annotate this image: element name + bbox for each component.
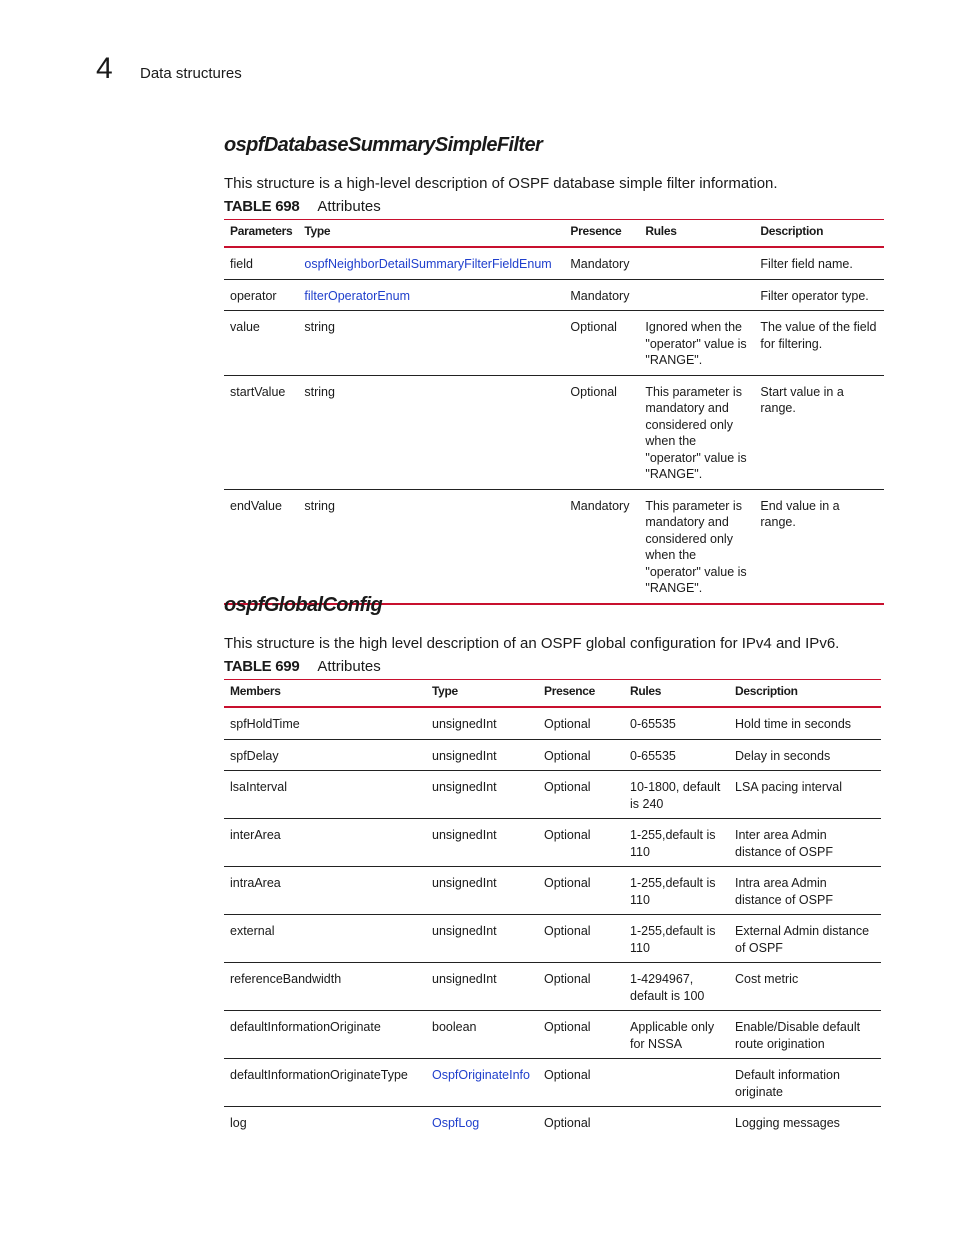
- section-title: ospfDatabaseSummarySimpleFilter: [224, 134, 543, 156]
- table-row: [224, 375, 884, 489]
- type-cell: unsignedInt: [426, 707, 538, 739]
- type-link[interactable]: OspfOriginateInfo: [432, 1068, 530, 1082]
- column-header: Type: [298, 220, 564, 248]
- presence-cell: Optional: [538, 963, 624, 1011]
- type-cell: [298, 247, 564, 279]
- param-cell: intraArea: [224, 867, 426, 915]
- presence-cell: Optional: [538, 819, 624, 867]
- presence-cell: Optional: [538, 867, 624, 915]
- presence-cell: Mandatory: [564, 489, 639, 604]
- rules-cell: [639, 279, 754, 311]
- column-header: Presence: [538, 680, 624, 708]
- type-cell: string: [298, 375, 564, 489]
- table-caption: [224, 198, 884, 215]
- type-cell: string: [298, 489, 564, 604]
- param-cell: defaultInformationOriginate: [224, 1011, 426, 1059]
- description-cell: Inter area Admin distance of OSPF: [729, 819, 881, 867]
- param-cell: referenceBandwidth: [224, 963, 426, 1011]
- rules-cell: [639, 247, 754, 279]
- type-cell: unsignedInt: [426, 739, 538, 771]
- rules-cell: Applicable only for NSSA: [624, 1011, 729, 1059]
- description-cell: The value of the field for filtering.: [754, 311, 884, 376]
- param-cell: field: [224, 247, 298, 279]
- attributes-table-698: [224, 219, 884, 605]
- section-ospf-database-summary-simple-filter: [224, 134, 884, 605]
- description-cell: External Admin distance of OSPF: [729, 915, 881, 963]
- presence-cell: Optional: [538, 771, 624, 819]
- description-cell: Delay in seconds: [729, 739, 881, 771]
- description-cell: Hold time in seconds: [729, 707, 881, 739]
- rules-cell: 1-255,default is 110: [624, 915, 729, 963]
- description-cell: Default information originate: [729, 1059, 881, 1107]
- attributes-table-699: [224, 679, 881, 1138]
- chapter-number: 4: [96, 52, 113, 85]
- table-header-row: [224, 680, 881, 708]
- table-row: [224, 311, 884, 376]
- rules-cell: 10-1800, default is 240: [624, 771, 729, 819]
- table-header-row: [224, 220, 884, 248]
- presence-cell: Optional: [564, 311, 639, 376]
- rules-cell: This parameter is mandatory and considered only when the "operator" value is "RANGE".: [639, 375, 754, 489]
- type-cell: [426, 1107, 538, 1138]
- rules-cell: 0-65535: [624, 739, 729, 771]
- rules-cell: 0-65535: [624, 707, 729, 739]
- presence-cell: Mandatory: [564, 247, 639, 279]
- table-row: [224, 739, 881, 771]
- type-cell: unsignedInt: [426, 819, 538, 867]
- section-title: ospfGlobalConfig: [224, 594, 383, 616]
- table-row: [224, 707, 881, 739]
- param-cell: spfHoldTime: [224, 707, 426, 739]
- table-row: [224, 867, 881, 915]
- rules-cell: [624, 1107, 729, 1138]
- column-header: Rules: [639, 220, 754, 248]
- table-row: [224, 279, 884, 311]
- column-header: Rules: [624, 680, 729, 708]
- column-header: Parameters: [224, 220, 298, 248]
- rules-cell: This parameter is mandatory and considered only when the "operator" value is "RANGE".: [639, 489, 754, 604]
- column-header: Members: [224, 680, 426, 708]
- table-row: [224, 1107, 881, 1138]
- type-cell: boolean: [426, 1011, 538, 1059]
- type-cell: unsignedInt: [426, 915, 538, 963]
- table-row: [224, 819, 881, 867]
- column-header: Type: [426, 680, 538, 708]
- type-cell: unsignedInt: [426, 963, 538, 1011]
- section-description: This structure is a high-level description of OSPF database simple filter information.: [224, 175, 778, 192]
- description-cell: Start value in a range.: [754, 375, 884, 489]
- rules-cell: Ignored when the "operator" value is "RANGE".: [639, 311, 754, 376]
- table-row: [224, 489, 884, 604]
- param-cell: operator: [224, 279, 298, 311]
- presence-cell: Optional: [538, 1011, 624, 1059]
- table-row: [224, 963, 881, 1011]
- type-cell: [426, 1059, 538, 1107]
- column-header: Presence: [564, 220, 639, 248]
- table-row: [224, 247, 884, 279]
- type-link[interactable]: filterOperatorEnum: [304, 288, 410, 303]
- table-row: [224, 1059, 881, 1107]
- rules-cell: 1-4294967, default is 100: [624, 963, 729, 1011]
- type-cell: [298, 279, 564, 311]
- table-row: [224, 1011, 881, 1059]
- presence-cell: Optional: [538, 707, 624, 739]
- description-cell: Enable/Disable default route origination: [729, 1011, 881, 1059]
- table-label: TABLE 699: [224, 658, 300, 675]
- description-cell: Intra area Admin distance of OSPF: [729, 867, 881, 915]
- param-cell: interArea: [224, 819, 426, 867]
- table-row: [224, 771, 881, 819]
- description-cell: Cost metric: [729, 963, 881, 1011]
- column-header: Description: [729, 680, 881, 708]
- presence-cell: Optional: [544, 1116, 591, 1130]
- presence-cell: Mandatory: [564, 279, 639, 311]
- table-label: TABLE 698: [224, 198, 300, 215]
- column-header: Description: [754, 220, 884, 248]
- param-cell: value: [224, 311, 298, 376]
- param-cell: startValue: [224, 375, 298, 489]
- type-link[interactable]: OspfLog: [432, 1116, 480, 1130]
- param-cell: spfDelay: [224, 739, 426, 771]
- param-cell: endValue: [224, 489, 298, 604]
- type-cell: unsignedInt: [426, 867, 538, 915]
- param-cell: defaultInformationOriginateType: [224, 1059, 426, 1107]
- presence-cell: Optional: [538, 915, 624, 963]
- type-cell: string: [298, 311, 564, 376]
- type-link[interactable]: ospfNeighborDetailSummaryFilterFieldEnum: [304, 257, 552, 271]
- rules-cell: 1-255,default is 110: [624, 819, 729, 867]
- description-cell: Filter field name.: [754, 247, 884, 279]
- presence-cell: Optional: [538, 1059, 624, 1107]
- presence-cell: Optional: [538, 739, 624, 771]
- description-cell: LSA pacing interval: [729, 771, 881, 819]
- description-cell: Filter operator type.: [754, 279, 884, 311]
- section-description: This structure is the high level description of an OSPF global configuration for IPv4 and IPv6.: [224, 635, 840, 652]
- param-cell: log: [230, 1116, 247, 1130]
- param-cell: external: [224, 915, 426, 963]
- description-cell: End value in a range.: [754, 489, 884, 604]
- rules-cell: [624, 1059, 729, 1107]
- section-ospf-global-config: [224, 594, 884, 1138]
- table-caption-text: Attributes: [317, 658, 381, 675]
- chapter-title: Data structures: [140, 65, 242, 82]
- description-cell: Logging messages: [735, 1116, 840, 1130]
- presence-cell: Optional: [564, 375, 639, 489]
- table-caption-text: Attributes: [317, 198, 381, 215]
- type-cell: unsignedInt: [426, 771, 538, 819]
- table-caption: [224, 658, 884, 675]
- param-cell: lsaInterval: [224, 771, 426, 819]
- rules-cell: 1-255,default is 110: [624, 867, 729, 915]
- table-row: [224, 915, 881, 963]
